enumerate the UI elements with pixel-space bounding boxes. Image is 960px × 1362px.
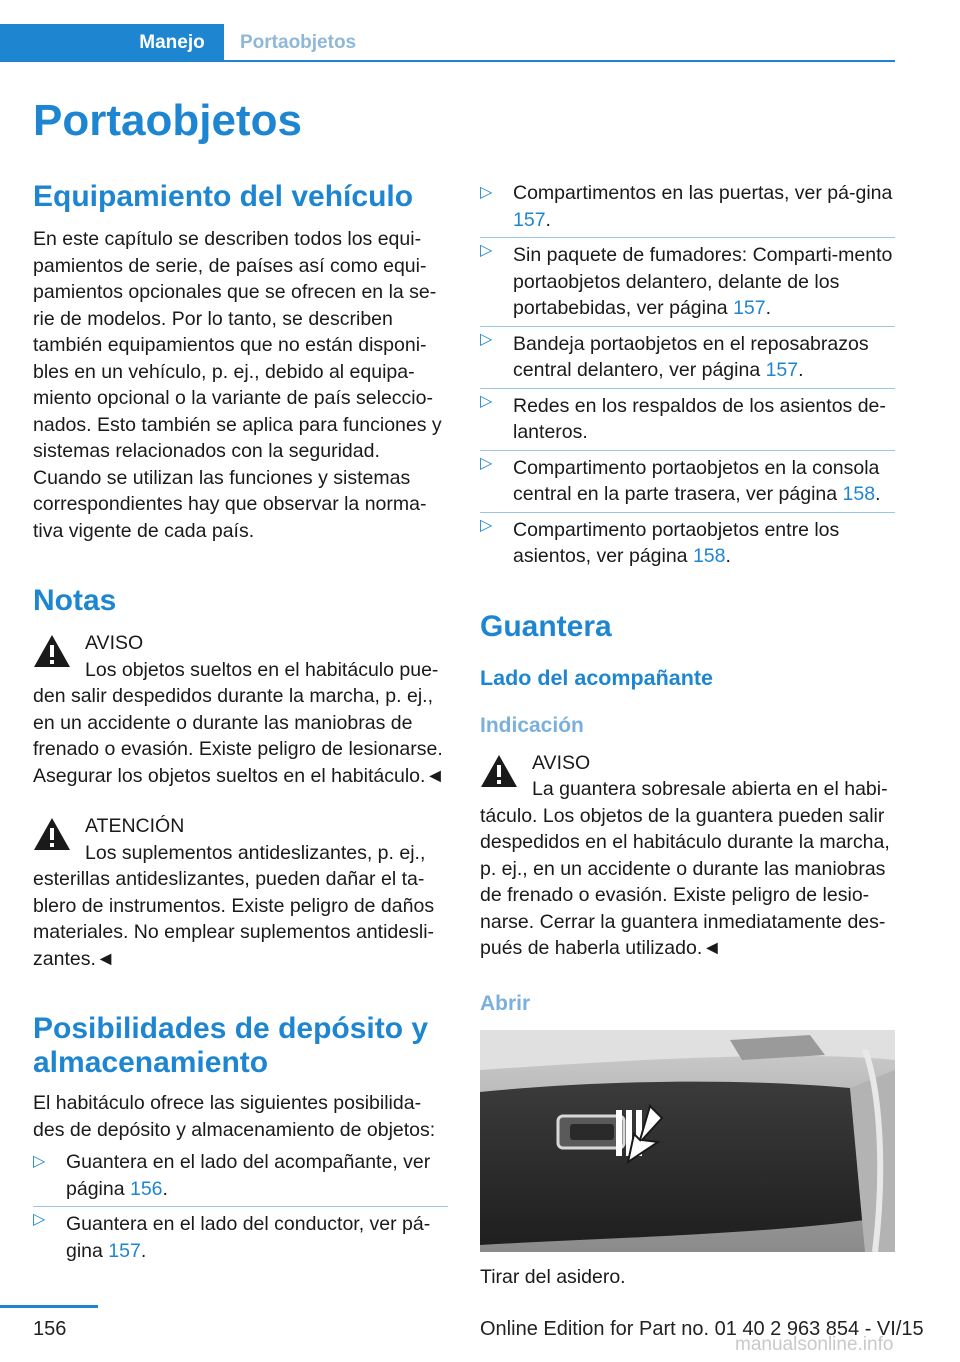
glovebox-heading: Guantera	[480, 609, 612, 643]
header-tab-active: Manejo	[139, 32, 205, 53]
page-link[interactable]: 158	[842, 483, 876, 505]
page-link[interactable]: 157	[108, 1239, 141, 1262]
warning-triangle-icon	[480, 754, 518, 788]
warning-3-text: La guantera sobresale abierta en el habi-táculo. Los objetos de la guantera pueden salir despedidos en el habitáculo durante la marcha, p. ej., en un accidente o durante las maniobras de frenado o evasión. Existe peligro de lesio-narse. Cerrar la guantera inmediatamente des-pués de haberla utilizado.◄	[480, 778, 890, 959]
warning-1-title: AVISO	[85, 632, 144, 654]
warning-triangle-icon	[33, 634, 71, 668]
open-heading: Abrir	[480, 991, 531, 1015]
equip-heading: Equipamiento del vehículo	[33, 180, 414, 213]
page-title: Portaobjetos	[33, 96, 302, 145]
storage-list-left	[33, 1149, 448, 1268]
page-number: 156	[33, 1318, 67, 1340]
storage-text: El habitáculo ofrece las siguientes posibilida-des de depósito y almacenamiento de objetos:	[33, 1092, 436, 1141]
list-item: ▷ Redes en los respaldos de los asientos de-lanteros.	[480, 388, 895, 450]
storage-heading: Posibilidades de depósito y almacenamiento	[33, 1012, 429, 1079]
warning-3-title: AVISO	[532, 751, 591, 774]
photo-caption: Tirar del asidero.	[480, 1265, 626, 1288]
warning-1-text: Los objetos sueltos en el habitáculo pue-den salir despedidos durante la marcha, p. ej., en un accidente o durante las maniobras de frenado o evasión. Existe peligro de lesionarse. Asegurar los objetos sueltos en el habitáculo.◄	[33, 658, 445, 787]
footer-rule	[0, 1305, 98, 1308]
triangle-bullet-icon: ▷	[480, 184, 493, 201]
warning-box-3	[480, 750, 895, 962]
indication-heading: Indicación	[480, 713, 584, 737]
triangle-bullet-icon: ▷	[480, 454, 493, 472]
warning-box-2	[33, 813, 448, 972]
notes-heading: Notas	[33, 584, 117, 617]
page-link[interactable]: 158	[692, 545, 726, 567]
triangle-bullet-icon: ▷	[480, 330, 493, 348]
page-link[interactable]: 157	[733, 297, 766, 319]
glovebox-photo	[480, 1030, 895, 1252]
passenger-heading: Lado del acompañante	[480, 665, 713, 690]
triangle-bullet-icon: ▷	[480, 242, 493, 259]
list-item: ▷ Sin paquete de fumadores: Comparti-mento portaobjetos delantero, delante de los portabebidas, ver página 157.	[480, 237, 895, 326]
watermark: manualsonline.info	[735, 1334, 894, 1355]
list-item: ▷ Guantera en el lado del acompañante, ver página 156.	[33, 1151, 431, 1200]
warning-box-1	[33, 630, 448, 789]
list-item: ▷ Guantera en el lado del conductor, ver pá-gina 157.	[33, 1206, 448, 1268]
header-tab-inactive: Portaobjetos	[240, 32, 357, 53]
list-item: ▷ Compartimentos en las puertas, ver pá-gina 157.	[480, 182, 893, 231]
page-link[interactable]: 157	[513, 208, 546, 231]
warning-2-title: ATENCIÓN	[85, 815, 185, 837]
page-link[interactable]: 156	[129, 1177, 163, 1200]
triangle-bullet-icon: ▷	[480, 516, 493, 534]
left-column	[33, 180, 448, 1268]
right-column	[480, 180, 895, 1290]
glovebox-illustration	[480, 1030, 895, 1252]
storage-list-right	[480, 180, 895, 574]
triangle-bullet-icon: ▷	[480, 392, 493, 410]
equip-text: En este capítulo se describen todos los equi-pamientos de serie, de países así como equi-pamientos opcionales que se ofrecen en la se-rie de modelos. Por lo tanto, se describen también equipamientos que no están disponi-bles en un vehículo, p. ej., debido al equipa-miento opcional o la variante de país seleccio-nados. Esto también se aplica para funciones y sistemas relacionados con la seguridad. Cuando se utilizan las funciones y sistemas correspondientes hay que observar la norma-tiva vigente de cada país.	[33, 228, 442, 542]
page-link[interactable]: 157	[765, 359, 799, 381]
list-item: ▷ Bandeja portaobjetos en el reposabrazos central delantero, ver página 157.	[480, 326, 895, 388]
edition-text: Online Edition for Part no. 01 40 2 963 854 - VI/15	[480, 1318, 924, 1340]
triangle-bullet-icon: ▷	[33, 1211, 46, 1228]
warning-triangle-icon	[33, 817, 71, 851]
warning-2-text: Los suplementos antideslizantes, p. ej., esterillas antideslizantes, pueden dañar el ta-blero de instrumentos. Existe peligro de daños materiales. No emplear suplementos antidesli-zantes.◄	[33, 841, 435, 970]
triangle-bullet-icon: ▷	[33, 1153, 46, 1170]
list-item: ▷ Compartimento portaobjetos entre los asientos, ver página 158.	[480, 512, 895, 574]
list-item: ▷ Compartimento portaobjetos en la consola central en la parte trasera, ver página 158.	[480, 450, 895, 512]
